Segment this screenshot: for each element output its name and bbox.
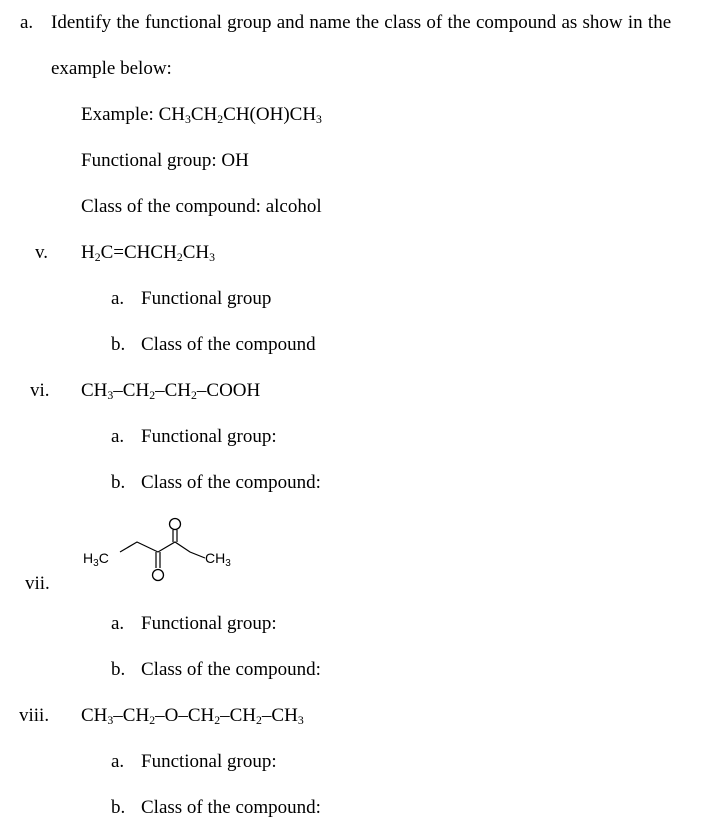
item-v-functional-group: Functional group bbox=[141, 288, 272, 309]
example-formula: $CH_3CH_2CH(OH)CH_3$ bbox=[158, 104, 322, 126]
item-vii-class: Class of the compound: bbox=[141, 659, 321, 680]
item-vii-sub-a-marker: a. bbox=[111, 613, 125, 634]
item-v-sub-a-marker: a. bbox=[111, 288, 125, 309]
question-marker: a. bbox=[20, 12, 34, 33]
structure-h3c-label: $H_3C$ bbox=[83, 550, 109, 569]
example-label: Example: bbox=[81, 104, 159, 125]
structure-ch3-label: $CH_3$ bbox=[205, 550, 231, 569]
item-viii-functional-group: Functional group: bbox=[141, 751, 277, 772]
item-vi-sub-a-marker: a. bbox=[111, 426, 125, 447]
item-viii-class: Class of the compound: bbox=[141, 797, 321, 818]
item-v-numeral: v. bbox=[35, 242, 49, 263]
structure-carbon-chain bbox=[120, 542, 205, 558]
question-text-line1: Identify the functional group and name the class of the compound as show in the bbox=[51, 12, 672, 33]
item-viii-sub-a-marker: a. bbox=[111, 751, 125, 772]
item-v-class: Class of the compound bbox=[141, 334, 316, 355]
item-viii-numeral: viii. bbox=[19, 705, 50, 726]
item-vii-sub-b-marker: b. bbox=[111, 659, 126, 680]
item-vii-numeral: vii. bbox=[25, 573, 50, 594]
example-line bbox=[81, 105, 322, 124]
item-viii-sub-b-marker: b. bbox=[111, 797, 126, 818]
item-vii-functional-group: Functional group: bbox=[141, 613, 277, 634]
item-vi-sub-b-marker: b. bbox=[111, 472, 126, 493]
item-viii-formula: $CH_3-CH_2-O-CH_2-CH_2-CH_3$ bbox=[81, 705, 304, 727]
example-class: Class of the compound: alcohol bbox=[81, 196, 322, 217]
example-functional-group: Functional group: OH bbox=[81, 150, 249, 171]
item-vi-class: Class of the compound: bbox=[141, 472, 321, 493]
structure-oxygen-bottom bbox=[153, 570, 164, 581]
item-vi-functional-group: Functional group: bbox=[141, 426, 277, 447]
item-v-formula: $H_2C=CHCH_2CH_3$ bbox=[81, 242, 215, 264]
question-text-line2: example below: bbox=[51, 58, 172, 79]
structure-oxygen-top bbox=[170, 519, 181, 530]
item-vi-numeral: vi. bbox=[30, 380, 50, 401]
item-vi-formula: $CH_3-CH_2-CH_2$–COOH bbox=[81, 380, 261, 402]
item-vii-structure bbox=[80, 512, 260, 590]
item-v-sub-b-marker: b. bbox=[111, 334, 126, 355]
